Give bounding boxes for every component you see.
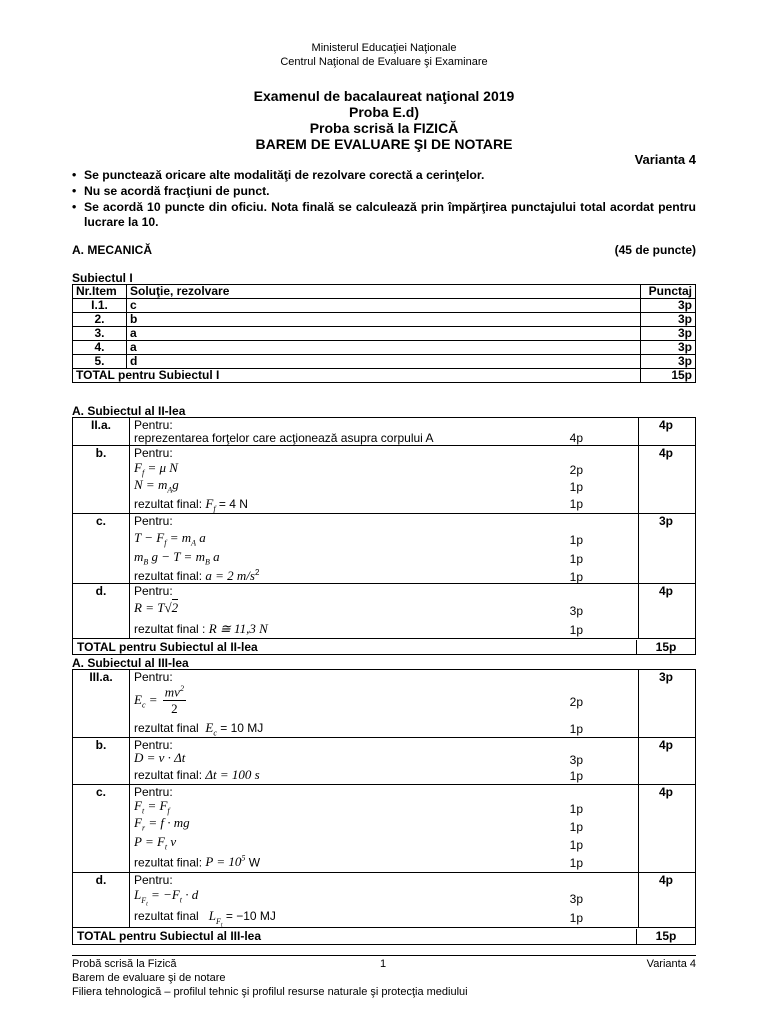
- equation-force-balance: $F_t = F_f$: [134, 798, 170, 816]
- line-points: 1p: [569, 802, 583, 816]
- equation-kinetic-energy: $E_c$ = $\frac{mv^2}{2}$: [134, 684, 184, 717]
- item-points: 3p: [658, 514, 673, 528]
- solution-cell: [129, 418, 639, 445]
- item-answer: c: [127, 299, 641, 313]
- item-number: b.: [95, 446, 107, 460]
- instruction-item: • Se acordă 10 puncte din oficiu. Nota finală se calculează prin împărţirea punctajului total acordat pentru lucrare la 10.: [72, 200, 696, 230]
- solution-cell: [129, 738, 639, 784]
- equation-resultant: R = T√2: [134, 600, 179, 615]
- subject3-table: [72, 669, 696, 945]
- solution-line: Pentru:: [134, 418, 173, 432]
- equation-body-a: $T - F_f = m_A$ a: [134, 530, 206, 548]
- result-line: rezultat final: $P = 10^5$ W: [134, 854, 261, 870]
- item-number: c.: [95, 785, 106, 799]
- proba-title: Proba E.d): [348, 104, 419, 120]
- total-points: 15p: [641, 369, 696, 383]
- solution-line: Pentru:: [134, 670, 173, 684]
- instructions-list: [72, 168, 696, 231]
- line-points: 4p: [569, 431, 583, 445]
- line-points: 1p: [569, 533, 583, 547]
- result-value: = −10 MJ: [225, 909, 276, 923]
- total-row: [73, 369, 696, 383]
- result-label: rezultat final:: [134, 569, 203, 583]
- equation-distance: D = v · Δt: [134, 750, 186, 765]
- subject2-table: [72, 417, 696, 655]
- ministry-line: Ministerul Educaţiei Naţionale: [311, 42, 457, 54]
- table-row: [73, 313, 696, 327]
- total-points: 15p: [636, 929, 695, 944]
- table-row: [73, 670, 695, 738]
- footer-variant: Varianta 4: [646, 958, 696, 970]
- table-row: [73, 446, 695, 514]
- item-points: 3p: [658, 670, 673, 684]
- line-points: 1p: [569, 480, 583, 494]
- line-points: 2p: [569, 695, 583, 709]
- solution-line: reprezentarea forţelor care acţionează asupra corpului A: [134, 431, 434, 445]
- result-label: rezultat final:: [134, 768, 203, 782]
- item-answer: a: [127, 341, 641, 355]
- footer-track: Filiera tehnologică – profilul tehnic şi profilul resurse naturale şi protecţia mediului: [72, 986, 468, 998]
- solution-line: Pentru:: [134, 738, 173, 752]
- equation-friction-force: $F_r = f$ · mg: [134, 815, 190, 833]
- line-points: 1p: [569, 623, 583, 637]
- result-value: R ≅ 11,3 N: [208, 621, 268, 636]
- item-number: 2.: [73, 313, 127, 327]
- item-points: 4p: [658, 446, 673, 460]
- table-row: [73, 299, 696, 313]
- result-label: rezultat final :: [134, 622, 206, 636]
- table-row: [73, 514, 695, 584]
- line-points: 3p: [569, 753, 583, 767]
- instruction-item: • Se punctează oricare alte modalităţi de rezolvare corectă a cerinţelor.: [72, 168, 696, 183]
- solution-cell: [129, 584, 639, 638]
- line-points: 1p: [569, 570, 583, 584]
- solution-line: Pentru:: [134, 785, 173, 799]
- solution-line: Pentru:: [134, 873, 173, 887]
- header-solution: Soluţie, rezolvare: [127, 285, 641, 299]
- item-points: 4p: [658, 584, 673, 598]
- solution-cell: [129, 670, 639, 737]
- table-row: [73, 738, 695, 785]
- result-value: = 4 N: [218, 497, 248, 511]
- item-number: b.: [95, 738, 107, 752]
- table-row: [73, 327, 696, 341]
- result-value: Δt = 100 s: [205, 767, 260, 782]
- center-line: Centrul Naţional de Evaluare şi Examinare: [280, 56, 488, 68]
- item-points: 4p: [658, 738, 673, 752]
- result-value: a = 2 m/s: [205, 568, 255, 583]
- result-line: rezultat final: a = 2 $m/s^2$: [134, 568, 260, 583]
- subject-title: Proba scrisă la FIZICĂ: [309, 120, 459, 136]
- solution-line: Pentru:: [134, 446, 173, 460]
- instruction-item: • Nu se acordă fracţiuni de punct.: [72, 184, 696, 199]
- table-row: [73, 418, 695, 446]
- total-points: 15p: [636, 640, 695, 655]
- equation-work: $L_{F_t} = -F_t \cdot d$: [134, 887, 199, 908]
- result-line: rezultat final: $F_f = 4$ N: [134, 496, 248, 514]
- item-number: 5.: [73, 355, 127, 369]
- line-points: 3p: [569, 892, 583, 906]
- footer-barem: Barem de evaluare şi de notare: [72, 972, 226, 984]
- result-line: [134, 767, 260, 783]
- result-label: rezultat final:: [134, 497, 203, 511]
- solution-line: Pentru:: [134, 514, 173, 528]
- subject1-title: Subiectul I: [72, 271, 133, 285]
- barem-title: BAREM DE EVALUARE ŞI DE NOTARE: [255, 136, 513, 152]
- item-number: 3.: [73, 327, 127, 341]
- equation-body-b: $m_B$ $g - T = m_B$ a: [134, 549, 220, 567]
- total-label: TOTAL pentru Subiectul al III-lea: [77, 929, 262, 943]
- result-line: rezultat final $E_c = 10$ MJ: [134, 720, 264, 738]
- line-points: 1p: [569, 911, 583, 925]
- result-line: rezultat final $L_{F_t} = -10$ MJ: [134, 908, 276, 929]
- total-row: [73, 640, 695, 655]
- item-points: 3p: [641, 313, 696, 327]
- table-header-row: [73, 285, 696, 299]
- line-points: 1p: [569, 769, 583, 783]
- table-row: [73, 341, 696, 355]
- result-value: = 10 MJ: [220, 721, 264, 735]
- item-points: 4p: [658, 785, 673, 799]
- line-points: 1p: [569, 722, 583, 736]
- line-points: 1p: [569, 552, 583, 566]
- table-row: [73, 584, 695, 639]
- total-label: TOTAL pentru Subiectul I: [73, 369, 641, 383]
- line-points: 1p: [569, 820, 583, 834]
- footer-divider: [72, 955, 696, 956]
- line-points: 1p: [569, 838, 583, 852]
- item-number: c.: [95, 514, 106, 528]
- item-points: 3p: [641, 327, 696, 341]
- item-points: 3p: [641, 299, 696, 313]
- subject1-table: [72, 284, 696, 383]
- item-number: 4.: [73, 341, 127, 355]
- item-answer: a: [127, 327, 641, 341]
- subject3-title: A. Subiectul al III-lea: [72, 656, 189, 670]
- item-answer: b: [127, 313, 641, 327]
- exam-title: Examenul de bacalaureat naţional 2019: [253, 88, 515, 104]
- equation-friction: $F_f = \mu$ N: [134, 460, 178, 478]
- item-points: 4p: [658, 418, 673, 432]
- equation-power: $P = F_t$ v: [134, 834, 177, 852]
- item-answer: d: [127, 355, 641, 369]
- solution-cell: [129, 514, 639, 583]
- total-label: TOTAL pentru Subiectul al II-lea: [77, 640, 258, 654]
- table-row: [73, 873, 695, 928]
- item-points: 3p: [641, 341, 696, 355]
- result-label: rezultat final:: [134, 855, 203, 870]
- equation-normal: $N = m_Ag$: [134, 477, 179, 495]
- section-title: A. MECANICĂ: [72, 243, 152, 257]
- result-line: [134, 621, 268, 637]
- result-label: rezultat final: [134, 909, 199, 923]
- solution-cell: [129, 446, 639, 513]
- solution-line: Pentru:: [134, 584, 173, 598]
- item-points: 4p: [658, 873, 673, 887]
- item-number: II.a.: [90, 418, 111, 432]
- item-number: I.1.: [73, 299, 127, 313]
- item-points: 3p: [641, 355, 696, 369]
- line-points: 3p: [569, 604, 583, 618]
- item-number: d.: [95, 584, 107, 598]
- line-points: 1p: [569, 497, 583, 511]
- item-number: d.: [95, 873, 107, 887]
- result-label: rezultat final: [134, 721, 199, 735]
- variant-label: Varianta 4: [634, 152, 696, 167]
- page-number: 1: [380, 958, 387, 970]
- item-number: III.a.: [89, 670, 113, 684]
- total-row: [73, 929, 695, 944]
- header-points: Punctaj: [641, 285, 696, 299]
- line-points: 2p: [569, 463, 583, 477]
- line-points: 1p: [569, 856, 583, 870]
- subject2-title: A. Subiectul al II-lea: [72, 404, 186, 418]
- section-points: (45 de puncte): [614, 243, 696, 257]
- table-row: [73, 355, 696, 369]
- header-item: Nr.Item: [73, 285, 127, 299]
- solution-cell: [129, 873, 639, 927]
- solution-cell: [129, 785, 639, 872]
- footer-subject: Probă scrisă la Fizică: [72, 958, 177, 970]
- table-row: [73, 785, 695, 873]
